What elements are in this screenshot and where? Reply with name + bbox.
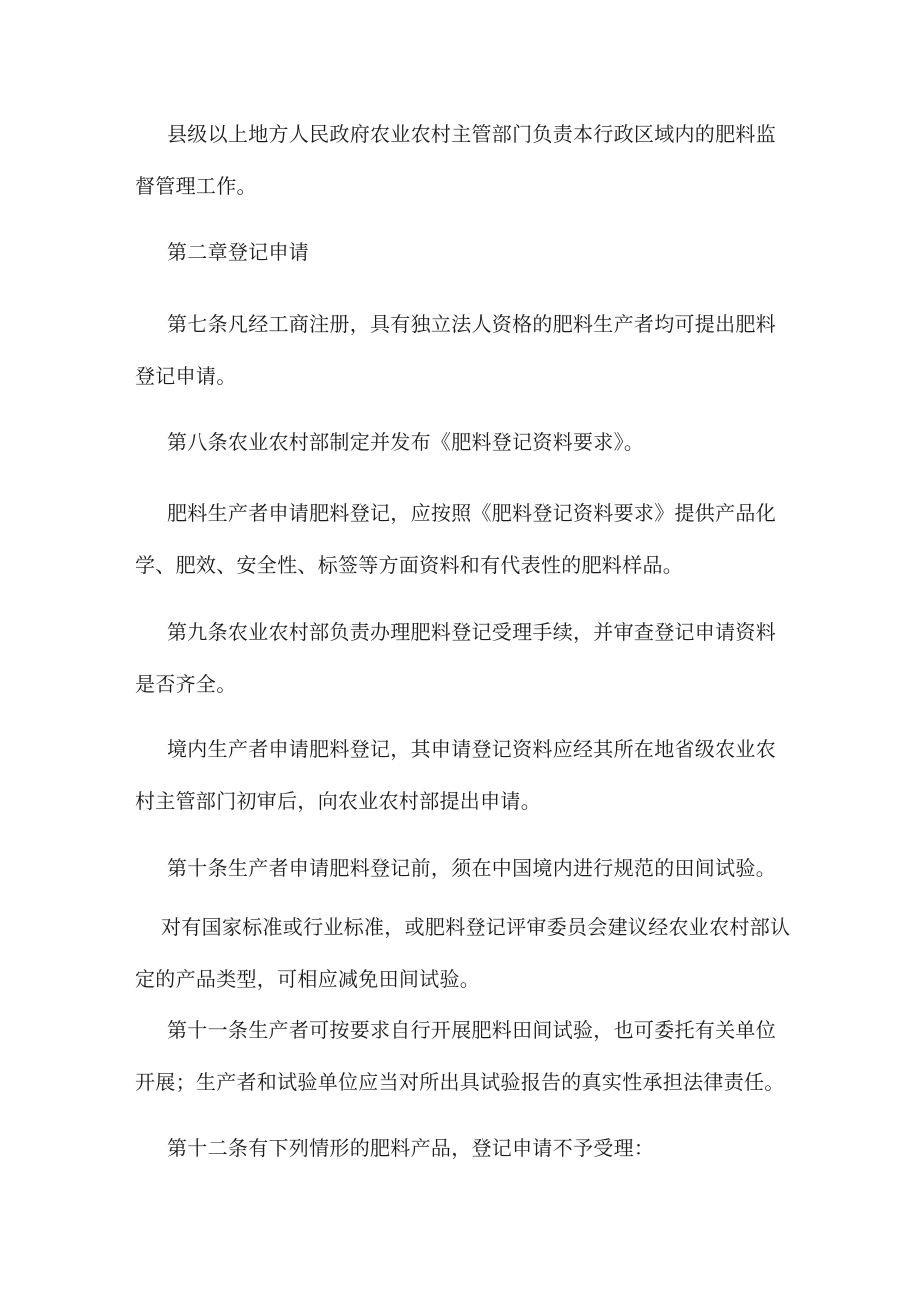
article-9: 第九条农业农村部负责办理肥料登记受理手续，并审查登记申请资料是否齐全。 [135, 620, 776, 696]
paragraph-application-materials: 肥料生产者申请肥料登记，应按照《肥料登记资料要求》提供产品化学、肥效、安全性、标签等方面资料和有代表性的肥料样品。 [135, 501, 776, 577]
article-10: 第十条生产者申请肥料登记前，须在中国境内进行规范的田间试验。 [167, 856, 776, 880]
paragraph-supervision: 县级以上地方人民政府农业农村主管部门负责本行政区域内的肥料监督管理工作。 [135, 122, 776, 198]
paragraph-domestic-producers: 境内生产者申请肥料登记，其申请登记资料应经其所在地省级农业农村主管部门初审后，向农业农村部提出申请。 [135, 737, 776, 813]
article-12: 第十二条有下列情形的肥料产品，登记申请不予受理： [167, 1136, 655, 1160]
article-11: 第十一条生产者可按要求自行开展肥料田间试验，也可委托有关单位开展；生产者和试验单位应当对所出具试验报告的真实性承担法律责任。 [135, 1018, 785, 1094]
article-7: 第七条凡经工商注册，具有独立法人资格的肥料生产者均可提出肥料登记申请。 [135, 312, 776, 388]
article-8: 第八条农业农村部制定并发布《肥料登记资料要求》。 [167, 430, 645, 454]
chapter-heading: 第二章登记申请 [167, 240, 310, 264]
paragraph-trial-exemption: 对有国家标准或行业标准，或肥料登记评审委员会建议经农业农村部认定的产品类型，可相应减免田间试验。 [135, 915, 791, 991]
